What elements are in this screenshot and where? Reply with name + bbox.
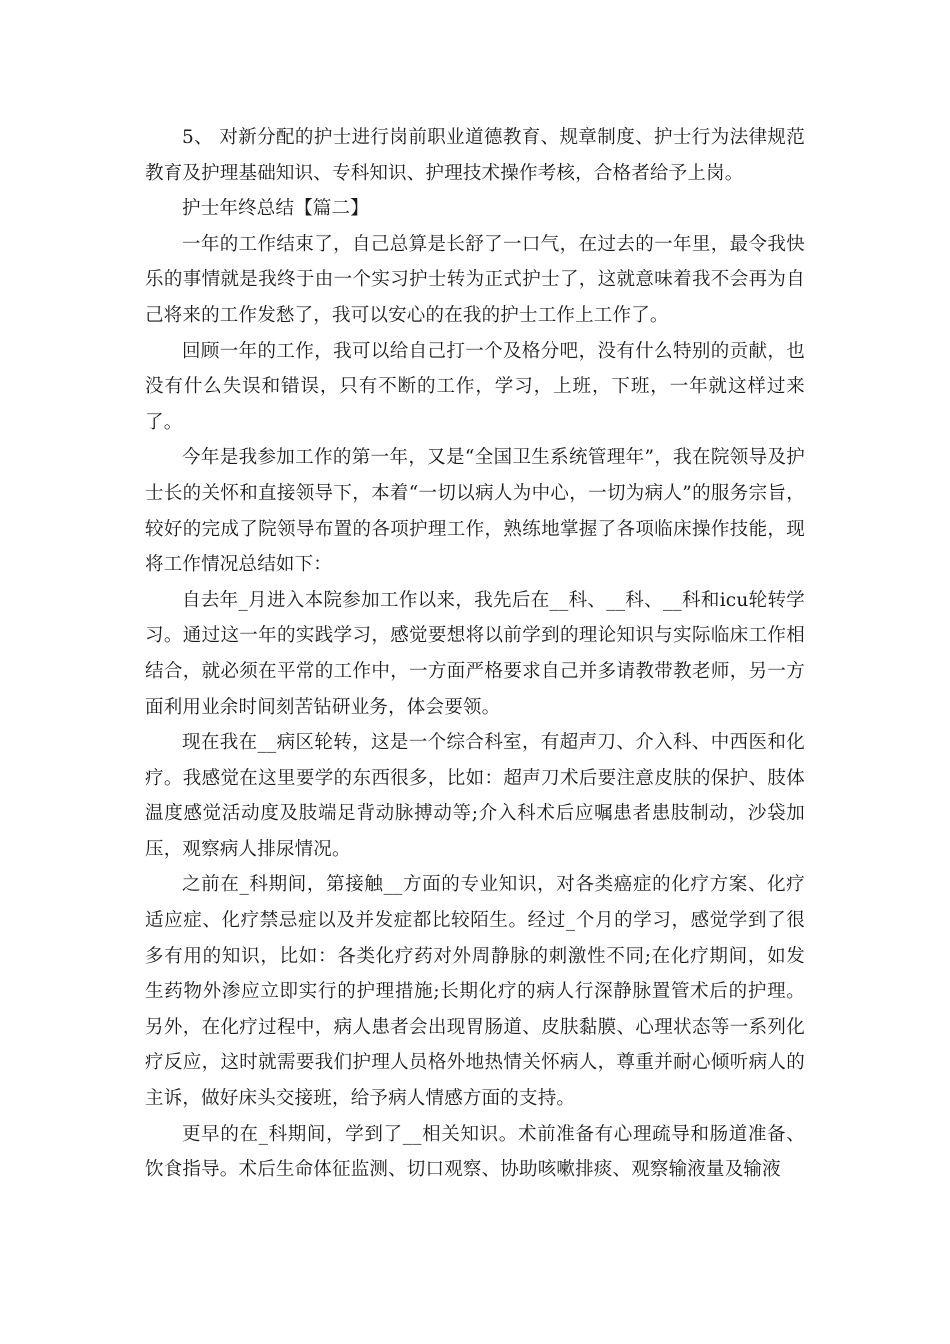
- paragraph-rotation: 自去年_月进入本院参加工作以来，我先后在__科、__科、__科和icu轮转学习。通过这一年的实践学习，感觉要想将以前学到的理论知识与实际临床工作相结合，就必须在平常的工作中，一方面严格要求自己并多请教带教老师，另一方面利用业余时间刻苦钻研业务，体会要领。: [145, 589, 805, 718]
- paragraph-this-year: 今年是我参加工作的第一年，又是“全国卫生系统管理年”，我在院领导及护士长的关怀和直接领导下，本着“一切以病人为中心，一切为病人”的服务宗旨，较好的完成了院领导布置的各项护理工作，熟练地掌握了各项临床操作技能，现将工作情况总结如下：: [145, 447, 805, 576]
- section-heading: 护士年终总结【篇二】: [182, 198, 370, 220]
- paragraph-chemotherapy: 之前在_科期间，第接触__方面的专业知识，对各类癌症的化疗方案、化疗适应症、化疗禁忌症以及并发症都比较陌生。经过_个月的学习，感觉学到了很多有用的知识，比如：各类化疗药对外周静脉的刺激性不同;在化疗期间，如发生药物外渗应立即实行的护理措施;长期化疗的病人行深静脉置管术后的护理。另外，在化疗过程中，病人患者会出现胃肠道、皮肤黏膜、心理状态等一系列化疗反应，这时就需要我们护理人员格外地热情关怀病人，尊重并耐心倾听病人的主诉，做好床头交接班，给予病人情感方面的支持。: [145, 874, 805, 1110]
- paragraph-intro: 一年的工作结束了，自己总算是长舒了一口气，在过去的一年里，最令我快乐的事情就是我终于由一个实习护士转为正式护士了，这就意味着我不会再为自己将来的工作发愁了，我可以安心的在我的护士工作上工作了。: [145, 233, 805, 326]
- paragraph-item-5: 5、 对新分配的护士进行岗前职业道德教育、规章制度、护士行为法律规范教育及护理基础知识、专科知识、护理技术操作考核，合格者给予上岗。: [145, 127, 805, 184]
- document-page: [145, 120, 805, 1188]
- paragraph-current-ward: 现在我在__病区轮转，这是一个综合科室，有超声刀、介入科、中西医和化疗。我感觉在这里要学的东西很多，比如：超声刀术后要注意皮肤的保护、肢体温度感觉活动度及肢端足背动脉搏动等;介入科术后应嘱患者患肢制动，沙袋加压，观察病人排尿情况。: [145, 732, 805, 860]
- paragraph-review: 回顾一年的工作，我可以给自己打一个及格分吧，没有什么特别的贡献，也没有什么失误和错误，只有不断的工作，学习，上班，下班，一年就这样过来了。: [145, 340, 805, 433]
- paragraph-earlier: 更早的在_科期间，学到了__相关知识。术前准备有心理疏导和肠道准备、饮食指导。术后生命体征监测、切口观察、协助咳嗽排痰、观察输液量及输液: [145, 1123, 805, 1181]
